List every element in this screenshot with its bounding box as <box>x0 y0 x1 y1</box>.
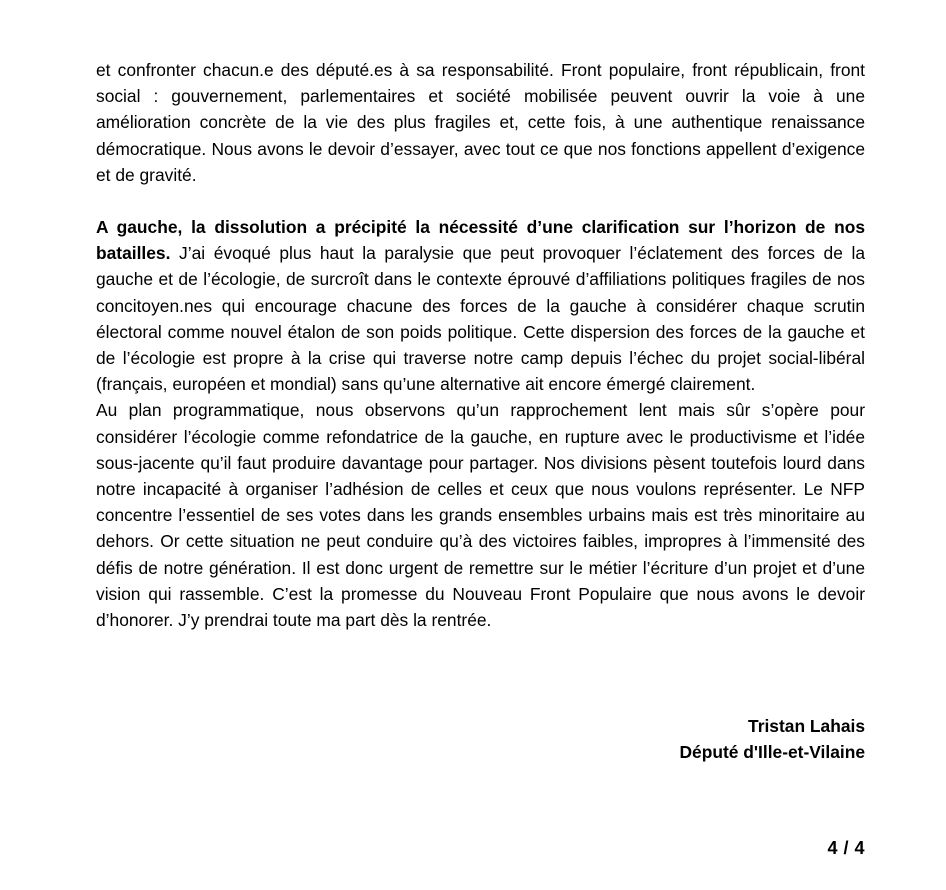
paragraph-2-lead: A gauche, la dissolution a précipité la nécessité d’une clarification sur l’horizon de nos batailles. <box>96 217 865 264</box>
paragraph-2-body: J’ai évoqué plus haut la paralysie que peut provoquer l’éclatement des forces de la gauche et de l’écologie, de surcroît dans le contexte éprouvé d’affiliations politiques fragiles de nos concitoyen.nes qui encourage chacune des forces de la gauche à considérer chaque scrutin électoral comme nouvel étalon de son poids politique. Cette dispersion des forces de la gauche et de l’écologie est propre à la crise qui traverse notre camp depuis l’échec du projet social-libéral (français, européen et mondial) sans qu’une alternative ait encore émergé clairement. <box>96 243 865 395</box>
paragraph-spacer <box>96 188 865 214</box>
body-text <box>96 57 865 633</box>
paragraph-3: Au plan programmatique, nous observons qu’un rapprochement lent mais sûr s’opère pour considérer l’écologie comme refondatrice de la gauche, en rupture avec le productivisme et l’idée sous-jacente qu’il faut produire davantage pour partager. Nos divisions pèsent toutefois lourd dans notre incapacité à organiser l’adhésion de celles et ceux que nous voulons représenter. Le NFP concentre l’essentiel de ses votes dans les grands ensembles urbains mais est très minoritaire au dehors. Or cette situation ne peut conduire qu’à des victoires faibles, impropres à l’immensité des défis de notre génération. Il est donc urgent de remettre sur le métier l’écriture d’un projet et d’une vision qui rassemble. C’est la promesse du Nouveau Front Populaire que nous avons le devoir d’honorer. J’y prendrai toute ma part dès la rentrée. <box>96 400 865 631</box>
signature-title: Député d'Ille-et-Vilaine <box>679 742 865 763</box>
signature-block <box>680 713 866 765</box>
page-number: 4 / 4 <box>827 838 865 858</box>
paragraph-1: et confronter chacun.e des député.es à sa responsabilité. Front populaire, front républicain, front social : gouvernement, parlementaires et société mobilisée peuvent ouvrir la voie à une amélioration concrète de la vie des plus fragiles et, cette fois, à une authentique renaissance démocratique. Nous avons le devoir d’essayer, avec tout ce que nos fonctions appellent d’exigence et de gravité. <box>96 60 865 185</box>
signature-name: Tristan Lahais <box>748 716 865 736</box>
paragraph-2 <box>96 214 865 397</box>
